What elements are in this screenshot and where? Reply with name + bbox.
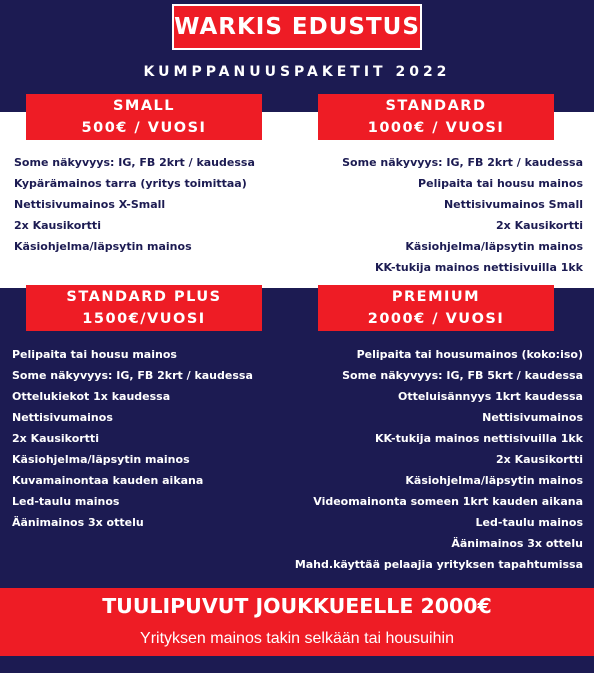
package-premium-list — [295, 344, 583, 575]
package-standard-plus-list — [12, 344, 253, 533]
list-item: Nettisivumainos Small — [443, 198, 583, 211]
list-item: Videomainonta someen 1krt kauden aikana — [313, 495, 583, 508]
list-item: KK-tukija mainos nettisivuilla 1kk — [374, 261, 583, 274]
list-item: Led-taulu mainos — [12, 495, 120, 508]
footer-banner — [0, 588, 594, 656]
package-name: STANDARD PLUS — [66, 289, 222, 305]
package-small-header — [26, 94, 262, 140]
list-item: Kypärämainos tarra (yritys toimittaa) — [14, 177, 247, 190]
package-name: SMALL — [112, 98, 176, 114]
list-item: Otteluisännyys 1krt kaudessa — [398, 390, 583, 403]
footer-title: TUULIPUVUT JOUKKUEELLE 2000€ — [102, 594, 492, 618]
list-item: Some näkyvyys: IG, FB 2krt / kaudessa — [14, 156, 255, 169]
list-item: 2x Kausikortti — [496, 219, 583, 232]
package-premium-header — [318, 285, 554, 331]
footer-subtitle: Yrityksen mainos takin selkään tai housuihin — [140, 630, 454, 647]
list-item: Some näkyvyys: IG, FB 2krt / kaudessa — [342, 156, 583, 169]
list-item: Ottelukiekot 1x kaudessa — [12, 390, 171, 403]
list-item: 2x Kausikortti — [12, 432, 99, 445]
list-item: Äänimainos 3x ottelu — [12, 516, 144, 529]
package-standard-list — [342, 152, 583, 278]
list-item: Käsiohjelma/läpsytin mainos — [405, 240, 583, 253]
list-item: Kuvamainontaa kauden aikana — [12, 474, 204, 487]
package-name: PREMIUM — [391, 289, 481, 305]
list-item: Käsiohjelma/läpsytin mainos — [12, 453, 190, 466]
package-price: 2000€ / VUOSI — [367, 311, 505, 327]
list-item: KK-tukija mainos nettisivuilla 1kk — [374, 432, 583, 445]
list-item: Led-taulu mainos — [475, 516, 583, 529]
list-item: Käsiohjelma/läpsytin mainos — [14, 240, 192, 253]
list-item: Käsiohjelma/läpsytin mainos — [405, 474, 583, 487]
list-item: Pelipaita tai housu mainos — [418, 177, 583, 190]
list-item: 2x Kausikortti — [496, 453, 583, 466]
package-standard-plus-header — [26, 285, 262, 331]
package-standard-header — [318, 94, 554, 140]
list-item: Pelipaita tai housumainos (koko:iso) — [356, 348, 583, 361]
package-price: 500€ / VUOSI — [81, 120, 207, 136]
page-title: WARKIS EDUSTUS — [172, 4, 422, 50]
list-item: Nettisivumainos — [482, 411, 583, 424]
list-item: Äänimainos 3x ottelu — [451, 537, 583, 550]
list-item: Mahd.käyttää pelaajia yrityksen tapahtumissa — [294, 558, 583, 571]
package-price: 1500€/VUOSI — [82, 311, 206, 327]
list-item: Some näkyvyys: IG, FB 5krt / kaudessa — [342, 369, 583, 382]
package-small-list — [14, 152, 255, 257]
page-subtitle: KUMPPANUUSPAKETIT 2022 — [143, 64, 451, 80]
package-price: 1000€ / VUOSI — [367, 120, 505, 136]
list-item: 2x Kausikortti — [14, 219, 101, 232]
list-item: Nettisivumainos X-Small — [14, 198, 166, 211]
package-name: STANDARD — [385, 98, 487, 114]
list-item: Nettisivumainos — [12, 411, 113, 424]
list-item: Some näkyvyys: IG, FB 2krt / kaudessa — [12, 369, 253, 382]
list-item: Pelipaita tai housu mainos — [12, 348, 177, 361]
